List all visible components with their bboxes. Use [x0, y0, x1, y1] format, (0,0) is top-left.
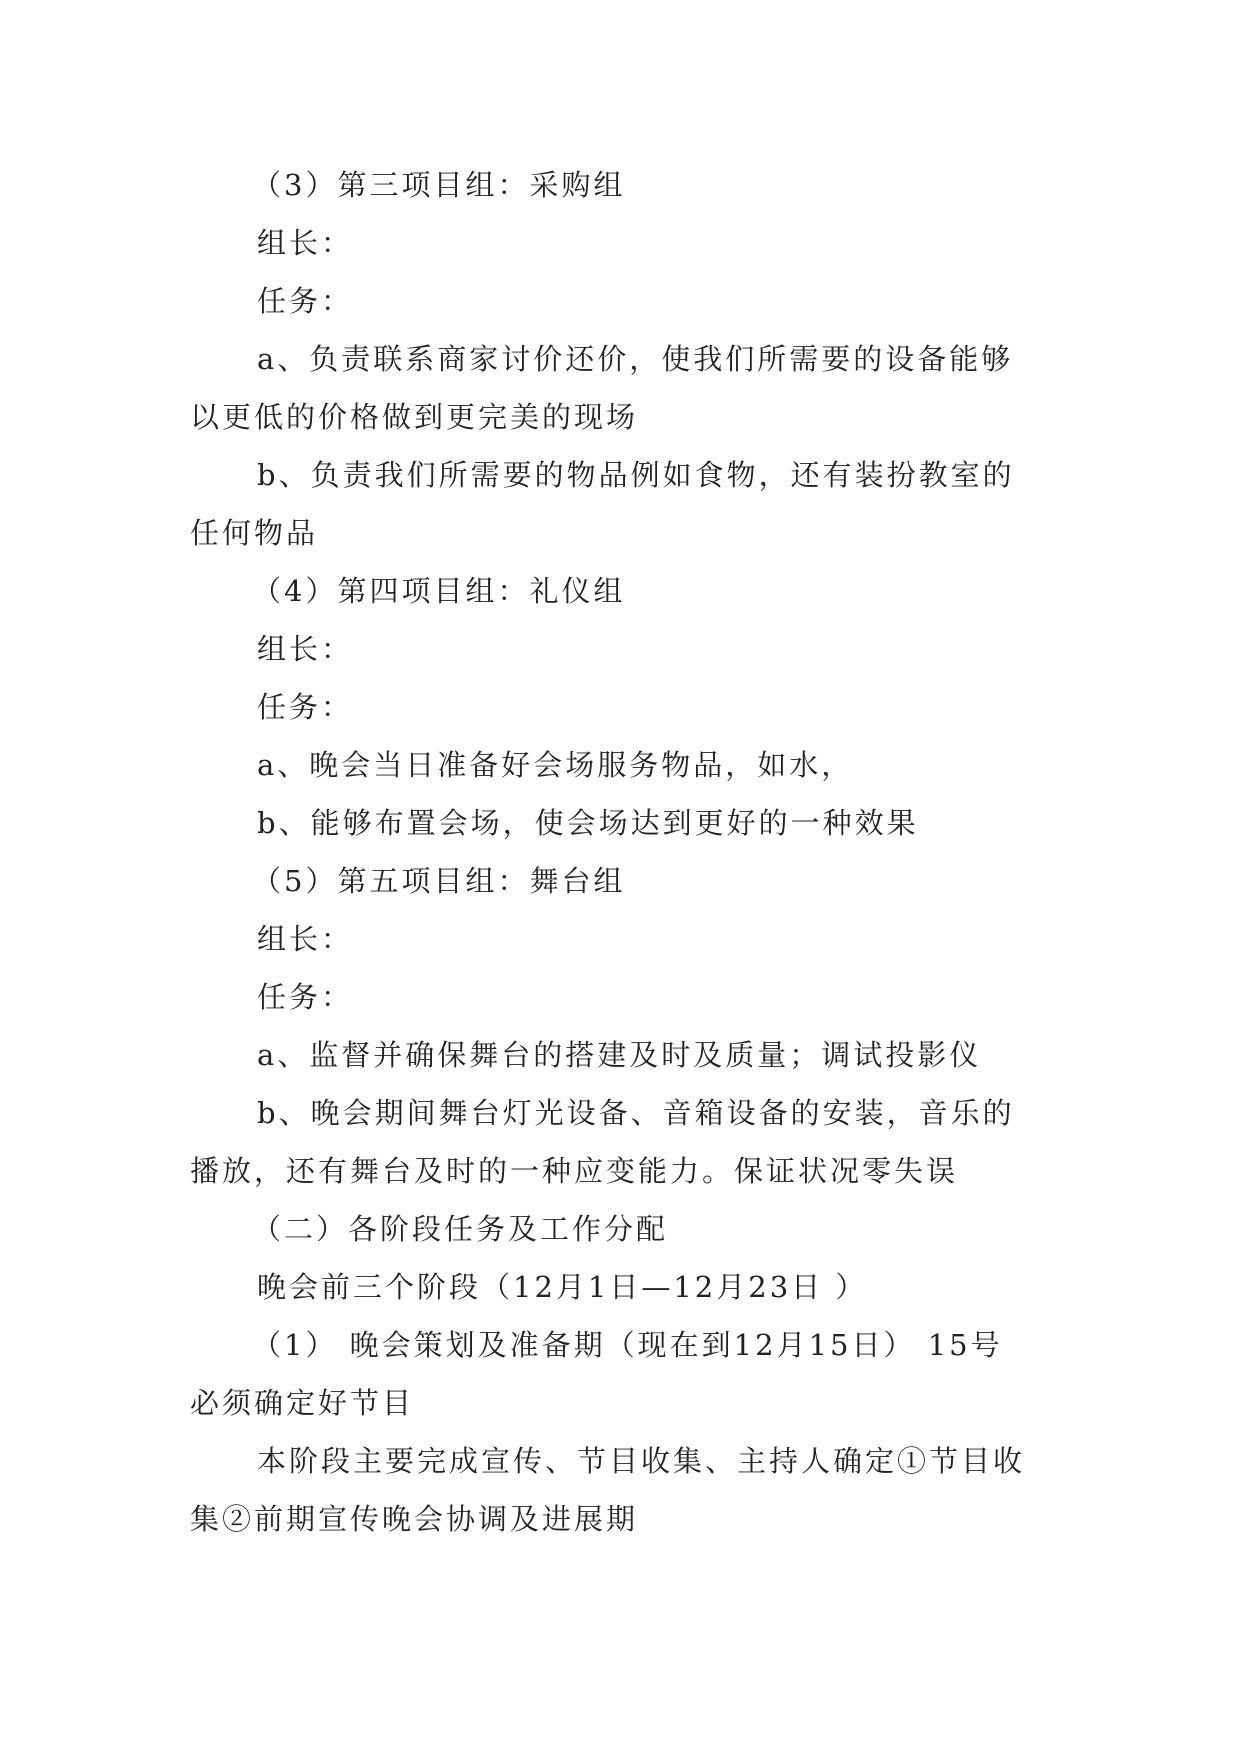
- heading-group-4: （4）第四项目组：礼仪组: [252, 574, 626, 608]
- stage-1-heading: （1） 晚会策划及准备期（现在到12月15日） 15号: [252, 1328, 1003, 1362]
- group-4-task-b: b、能够布置会场，使会场达到更好的一种效果: [257, 806, 919, 840]
- group-3-task-b: b、负责我们所需要的物品例如食物，还有装扮教室的: [257, 458, 1015, 492]
- stage-1-body-cont: 集②前期宣传晚会协调及进展期: [190, 1502, 639, 1536]
- group-5-task-b: b、晚会期间舞台灯光设备、音箱设备的安装，音乐的: [257, 1096, 1015, 1130]
- group-5-task-label: 任务：: [257, 980, 354, 1014]
- section-heading-stages: （二）各阶段任务及工作分配: [252, 1212, 669, 1246]
- heading-group-5: （5）第五项目组：舞台组: [252, 864, 626, 898]
- group-4-task-label: 任务：: [257, 690, 354, 724]
- group-3-task-b-cont: 任何物品: [190, 516, 319, 550]
- stage-1-heading-cont: 必须确定好节目: [190, 1386, 415, 1420]
- heading-group-3: （3）第三项目组：采购组: [252, 168, 626, 202]
- group-3-task-a: a、负责联系商家讨价还价，使我们所需要的设备能够: [257, 342, 1014, 376]
- group-4-task-a: a、晚会当日准备好会场服务物品，如水，: [257, 748, 854, 782]
- pre-event-stages: 晚会前三个阶段（12月1日—12月23日 ）: [257, 1270, 868, 1304]
- stage-1-body: 本阶段主要完成宣传、节目收集、主持人确定①节目收: [257, 1444, 1026, 1478]
- group-3-task-a-cont: 以更低的价格做到更完美的现场: [190, 400, 639, 434]
- group-4-leader-label: 组长：: [257, 632, 354, 666]
- group-3-leader-label: 组长：: [257, 226, 354, 260]
- group-3-task-label: 任务：: [257, 284, 354, 318]
- group-5-task-b-cont: 播放，还有舞台及时的一种应变能力。保证状况零失误: [190, 1154, 959, 1188]
- group-5-task-a: a、监督并确保舞台的搭建及时及质量；调试投影仪: [257, 1038, 982, 1072]
- group-5-leader-label: 组长：: [257, 922, 354, 956]
